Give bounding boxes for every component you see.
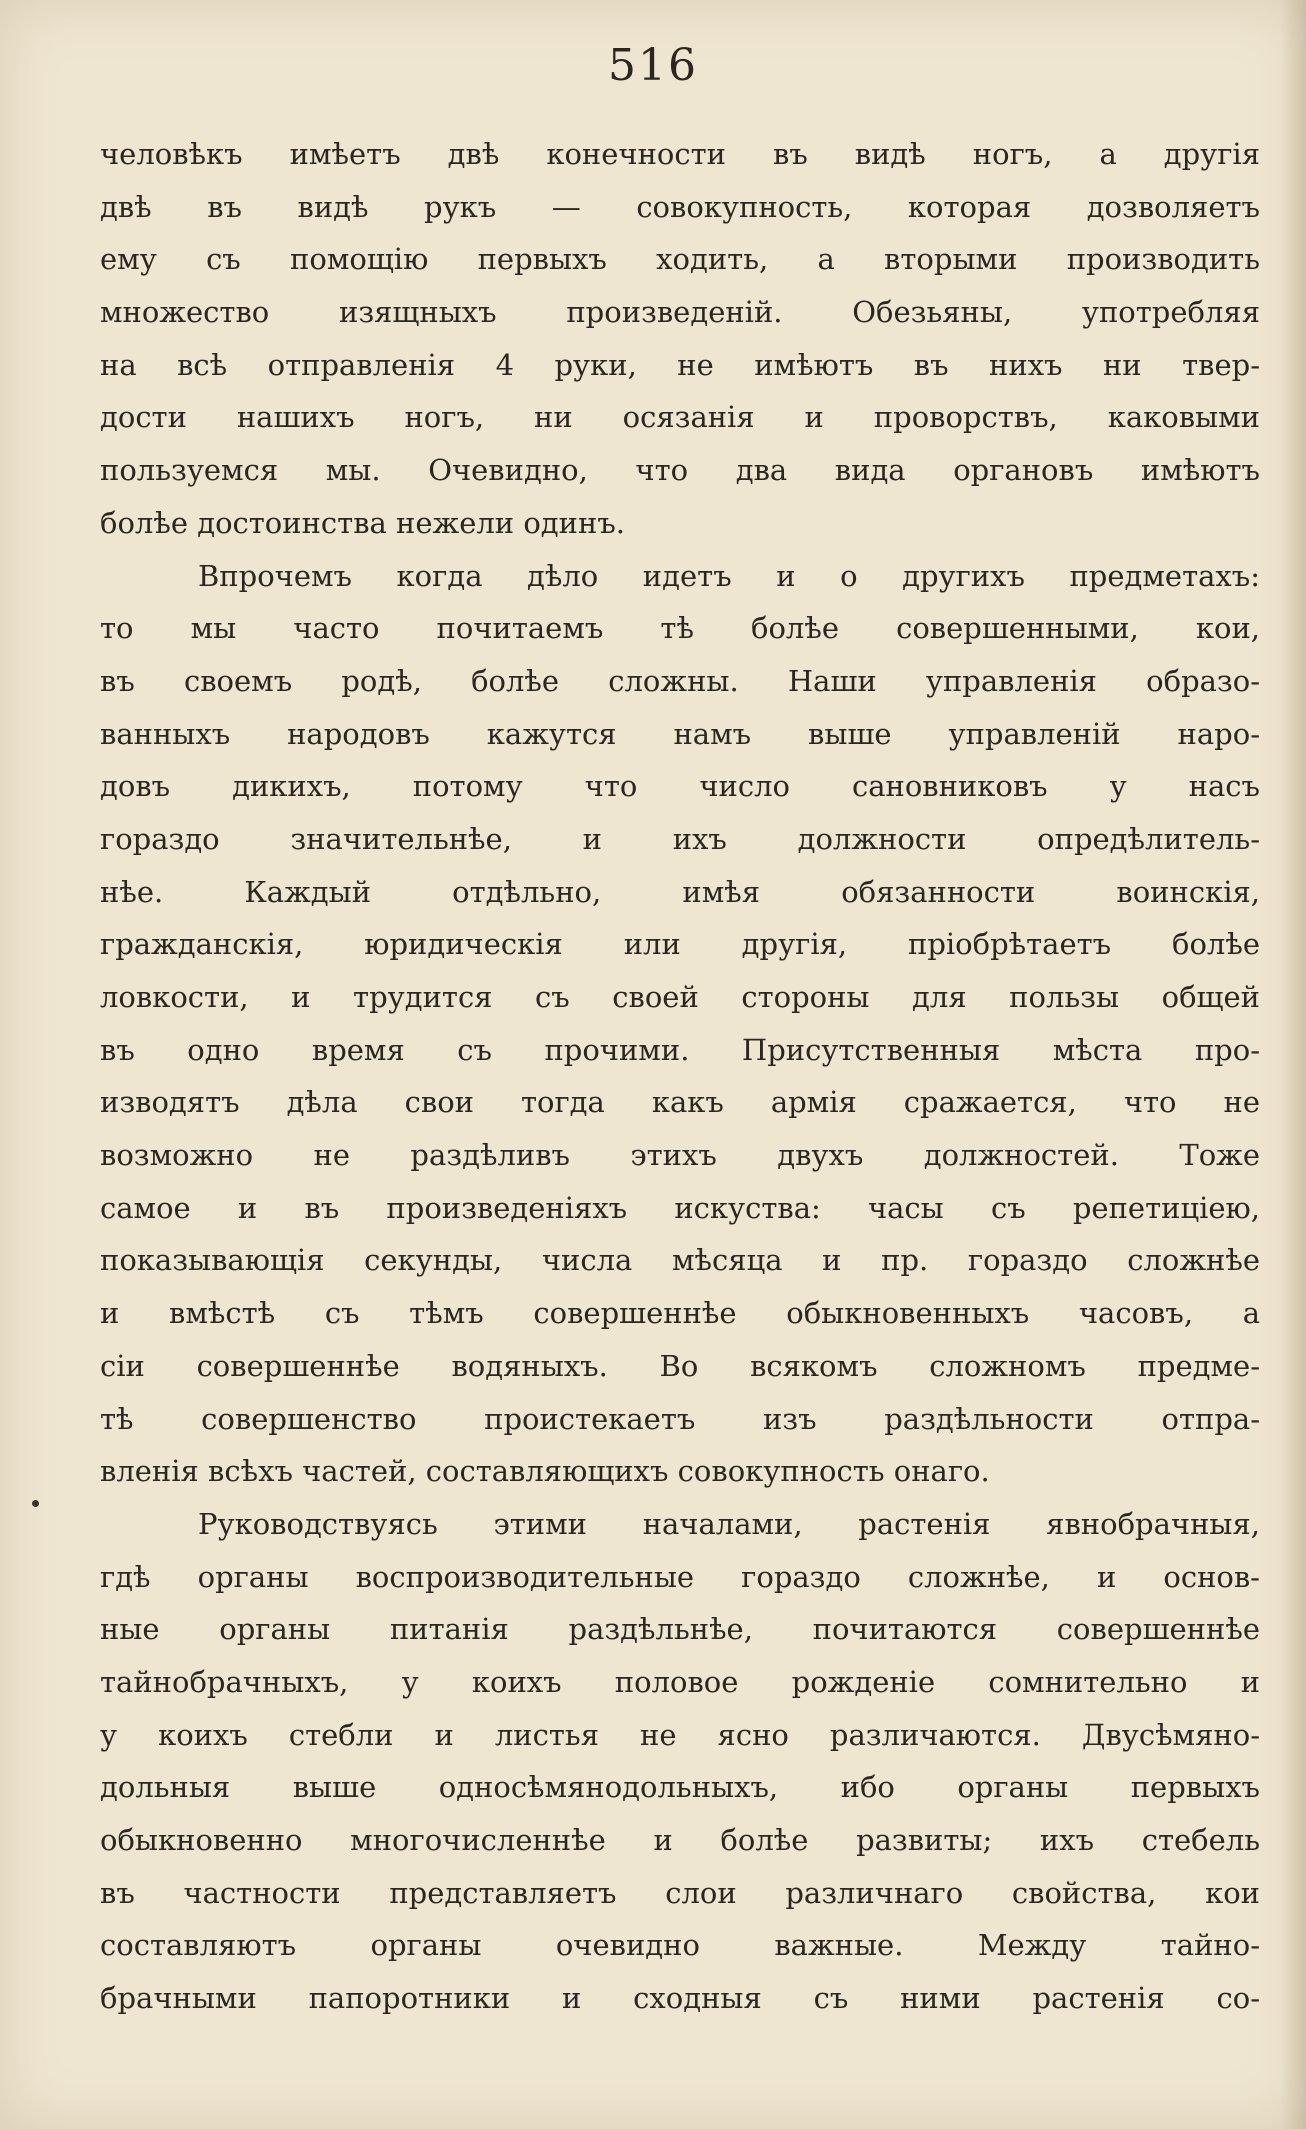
text-line: у коихъ стебли и листья не ясно различаются. Двусѣмяно-	[100, 1717, 1260, 1752]
text-line: болѣе достоинства нежели одинъ.	[100, 505, 625, 540]
text-line: изводятъ дѣла свои тогда какъ армія сражается, что не	[100, 1085, 1260, 1120]
text-line: самое и въ произведеніяхъ искуства: часы съ репетиціею,	[100, 1190, 1260, 1225]
text-line: гражданскія, юридическія или другія, пріобрѣтаетъ болѣе	[100, 927, 1260, 962]
text-line: гораздо значительнѣе, и ихъ должности опредѣлитель-	[100, 821, 1260, 856]
text-line: сіи совершеннѣе водяныхъ. Во всякомъ сложномъ предме-	[100, 1348, 1260, 1383]
text-line: вленія всѣхъ частей, составляющихъ совокупность онаго.	[100, 1454, 990, 1489]
text-line: брачными папоротники и сходныя съ ними растенія со-	[100, 1981, 1260, 2016]
page-edge-shading	[1280, 0, 1306, 2129]
text-line: ные органы питанія раздѣльнѣе, почитаются совершеннѣе	[100, 1612, 1260, 1647]
text-line: возможно не раздѣливъ этихъ двухъ должностей. Тоже	[100, 1138, 1260, 1173]
text-line: нѣе. Каждый отдѣльно, имѣя обязанности воинскія,	[100, 874, 1260, 909]
body-text	[100, 128, 1260, 2025]
text-line: и вмѣстѣ съ тѣмъ совершеннѣе обыкновенныхъ часовъ, а	[100, 1296, 1260, 1331]
text-line: Впрочемъ когда дѣло идетъ и о другихъ предметахъ:	[198, 558, 1260, 593]
text-line: множество изящныхъ произведеній. Обезьяны, употребляя	[100, 295, 1260, 330]
margin-mark	[32, 1500, 39, 1507]
text-line: въ своемъ родѣ, болѣе сложны. Наши управленія образо-	[100, 663, 1260, 698]
text-line: обыкновенно многочисленнѣе и болѣе развиты; ихъ стебель	[100, 1823, 1260, 1857]
text-line: человѣкъ имѣетъ двѣ конечности въ видѣ ногъ, а другія	[100, 137, 1260, 171]
text-line: тайнобрачныхъ, у коихъ половое рожденіе сомнительно и	[100, 1664, 1260, 1699]
text-line: ловкости, и трудится съ своей стороны для пользы общей	[100, 980, 1260, 1014]
text-line: довъ дикихъ, потому что число сановниковъ у насъ	[100, 769, 1260, 804]
text-line: въ одно время съ прочими. Присутственныя мѣста про-	[100, 1032, 1260, 1067]
text-line: ему съ помощію первыхъ ходить, а вторыми производить	[100, 242, 1260, 277]
text-line: въ частности представляетъ слои различнаго свойства, кои	[100, 1875, 1260, 1910]
text-line: на всѣ отправленія 4 руки, не имѣютъ въ нихъ ни твер-	[100, 347, 1260, 382]
text-line: пользуемся мы. Очевидно, что два вида органовъ имѣютъ	[100, 453, 1260, 488]
text-line: ванныхъ народовъ кажутся намъ выше управленій наро-	[100, 716, 1260, 751]
text-line: гдѣ органы воспроизводительные гораздо сложнѣе, и основ-	[100, 1559, 1260, 1594]
text-line: показывающія секунды, числа мѣсяца и пр. гораздо сложнѣе	[100, 1243, 1260, 1278]
text-line: тѣ совершенство проистекаетъ изъ раздѣльности отпра-	[100, 1401, 1260, 1436]
text-line: Руководствуясь этими началами, растенія явнобрачныя,	[198, 1506, 1260, 1541]
text-line: составляютъ органы очевидно важные. Между тайно-	[100, 1928, 1260, 1963]
text-line: дольныя выше односѣмянодольныхъ, ибо органы первыхъ	[100, 1770, 1260, 1805]
text-line: дости нашихъ ногъ, ни осязанія и проворствъ, каковыми	[100, 400, 1260, 435]
text-line: двѣ въ видѣ рукъ — совокупность, которая дозволяетъ	[100, 189, 1260, 224]
page-number: 516	[608, 40, 698, 91]
text-line: то мы часто почитаемъ тѣ болѣе совершенными, кои,	[100, 611, 1260, 646]
